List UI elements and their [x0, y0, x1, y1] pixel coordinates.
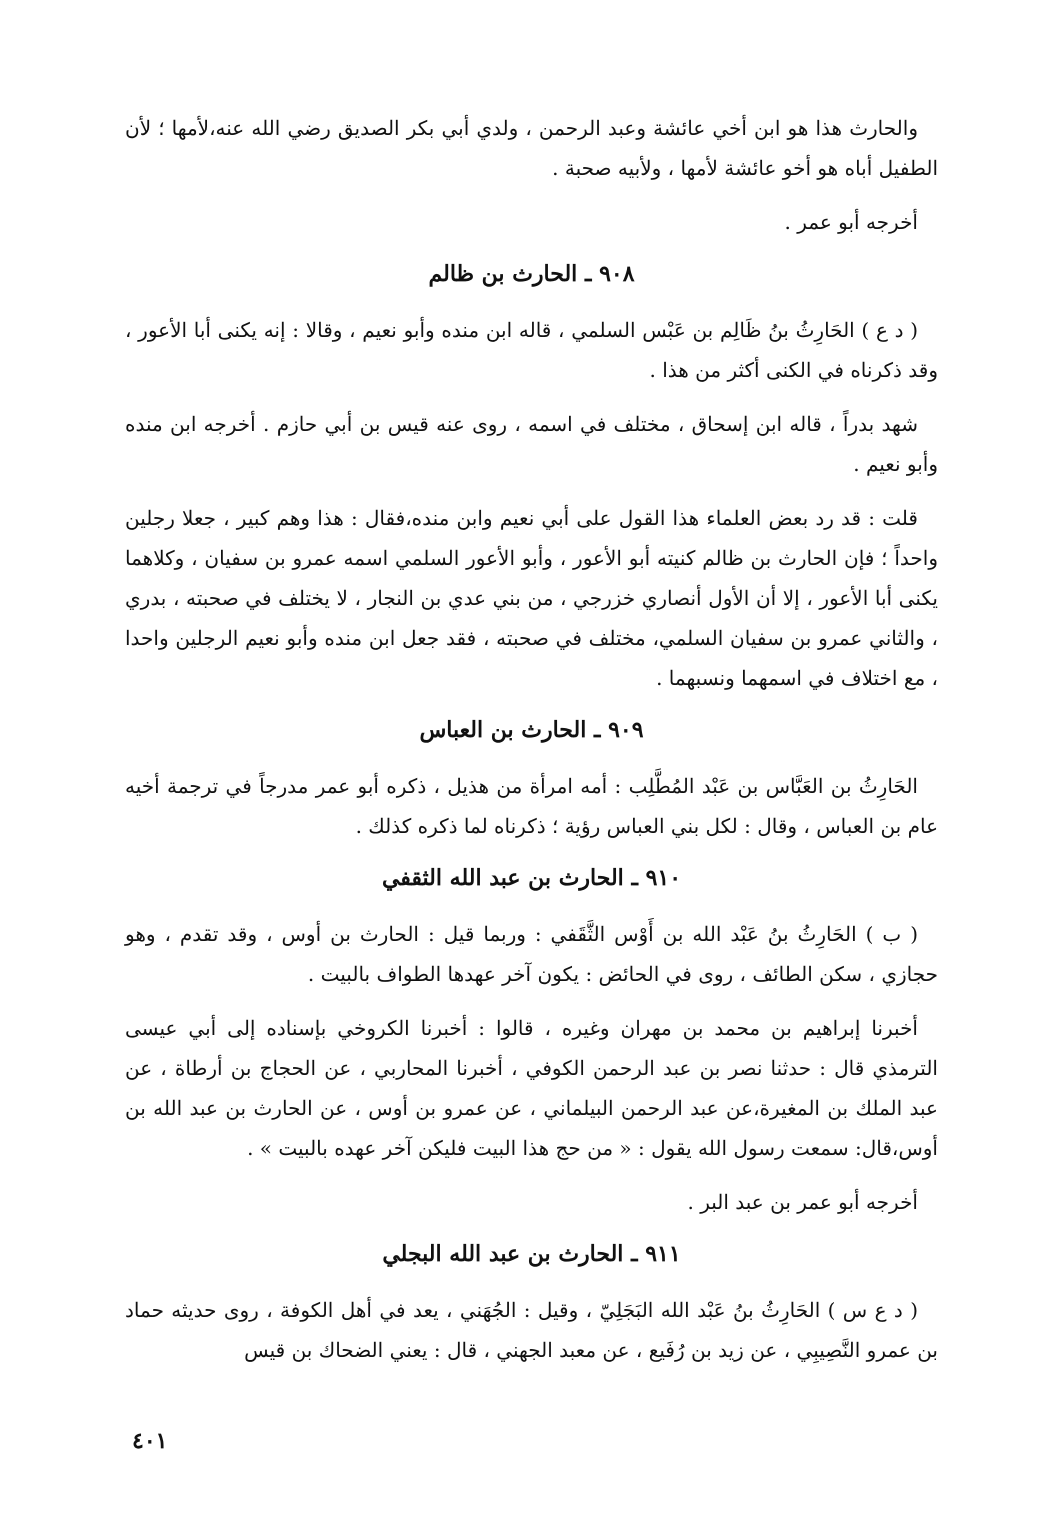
heading-dash: ـ — [631, 865, 638, 891]
heading-dash: ـ — [631, 1241, 638, 1267]
section-908-paragraph-1: ( د ع ) الحَارِثُ بنُ ظَالِم بن عَبْس السلمي ، قاله ابن منده وأبو نعيم ، وقالا : إنه يكنى أبا الأعور ، وقد ذكرناه في الكنى أكثر من هذا . — [125, 318, 938, 382]
heading-dash: ـ — [593, 717, 601, 743]
section-number: ٩٠٩ — [608, 717, 644, 743]
section-909-paragraph-1: الحَارِثُ بن العَبَّاس بن عَبْد المُطَّلِب : أمه امرأة من هذيل ، ذكره أبو عمر مدرجاً في ترجمة أخيه عام بن العباس ، وقال : لكل بني العباس رؤية ؛ ذكرناه لما ذكره كذلك . — [125, 774, 938, 838]
section-908-paragraph-3: قلت : قد رد بعض العلماء هذا القول على أبي نعيم وابن منده،فقال : هذا وهم كبير ، جعلا رجلين واحداً ؛ فإن الحارث بن ظالم كنيته أبو الأعور ، وأبو الأعور السلمي اسمه عمرو بن سفيان ، وكلاهما يكنى أبا الأعور ، إلا أن الأول أنصاري خزرجي ، من بني عدي بن النجار ، لا يختلف في صحبته ، بدري ، والثاني عمرو بن سفيان السلمي، مختلف في صحبته ، فقد جعل ابن منده وأبو نعيم الرجلين واحدا ، مع اختلاف في اسمهما ونسبهما . — [125, 506, 938, 690]
section-title: الحارث بن العباس — [419, 717, 587, 743]
section-heading-910 — [125, 860, 938, 896]
intro-paragraph-2: أخرجه أبو عمر . — [784, 210, 918, 234]
section-number: ٩٠٨ — [599, 261, 635, 287]
heading-dash: ـ — [584, 261, 592, 287]
section-number: ٩١٠ — [645, 865, 682, 891]
page-number: ٤٠١ — [132, 1428, 168, 1454]
section-heading-909 — [125, 712, 938, 748]
section-heading-911 — [125, 1236, 938, 1272]
section-heading-908 — [125, 256, 938, 292]
section-911-paragraph-1: ( د ع س ) الحَارِثُ بنُ عَبْد الله البَجَلِيّ ، وقيل : الجُهَني ، يعد في أهل الكوفة ، روى حديثه حماد بن عمرو النَّصِيبِي ، عن زيد بن رُفَيع ، عن معبد الجهني ، قال : يعني الضحاك بن قيس — [125, 1298, 938, 1362]
section-title: الحارث بن عبد الله البجلي — [382, 1241, 624, 1267]
section-title: الحارث بن ظالم — [428, 261, 578, 287]
section-910-paragraph-1: ( ب ) الحَارِثُ بنُ عَبْد الله بن أَوْس الثَّقَفي : وربما قيل : الحارث بن أوس ، وقد تقدم ، وهو حجازي ، سكن الطائف ، روى في الحائض : يكون آخر عهدها الطواف بالبيت . — [125, 922, 938, 986]
section-908-paragraph-2: شهد بدراً ، قاله ابن إسحاق ، مختلف في اسمه ، روى عنه قيس بن أبي حازم . أخرجه ابن منده وأبو نعيم . — [125, 412, 938, 476]
intro-paragraph-1: والحارث هذا هو ابن أخي عائشة وعبد الرحمن ، ولدي أبي بكر الصديق رضي الله عنه،لأمها ؛ لأن الطفيل أباه هو أخو عائشة لأمها ، ولأبيه صحبة . — [125, 116, 938, 180]
section-910-paragraph-3: أخرجه أبو عمر بن عبد البر . — [687, 1190, 918, 1214]
section-number: ٩١١ — [645, 1241, 681, 1267]
section-title: الحارث بن عبد الله الثقفي — [381, 865, 624, 891]
section-910-paragraph-2: أخبرنا إبراهيم بن محمد بن مهران وغيره ، قالوا : أخبرنا الكروخي بإسناده إلى أبي عيسى الترمذي قال : حدثنا نصر بن عبد الرحمن الكوفي ، أخبرنا المحاربي ، عن الحجاج بن أرطاة ، عن عبد الملك بن المغيرة،عن عبد الرحمن البيلماني ، عن عمرو بن أوس ، عن الحارث بن عبد الله بن أوس،قال: سمعت رسول الله يقول : « من حج هذا البيت فليكن آخر عهده بالبيت » . — [125, 1016, 938, 1160]
